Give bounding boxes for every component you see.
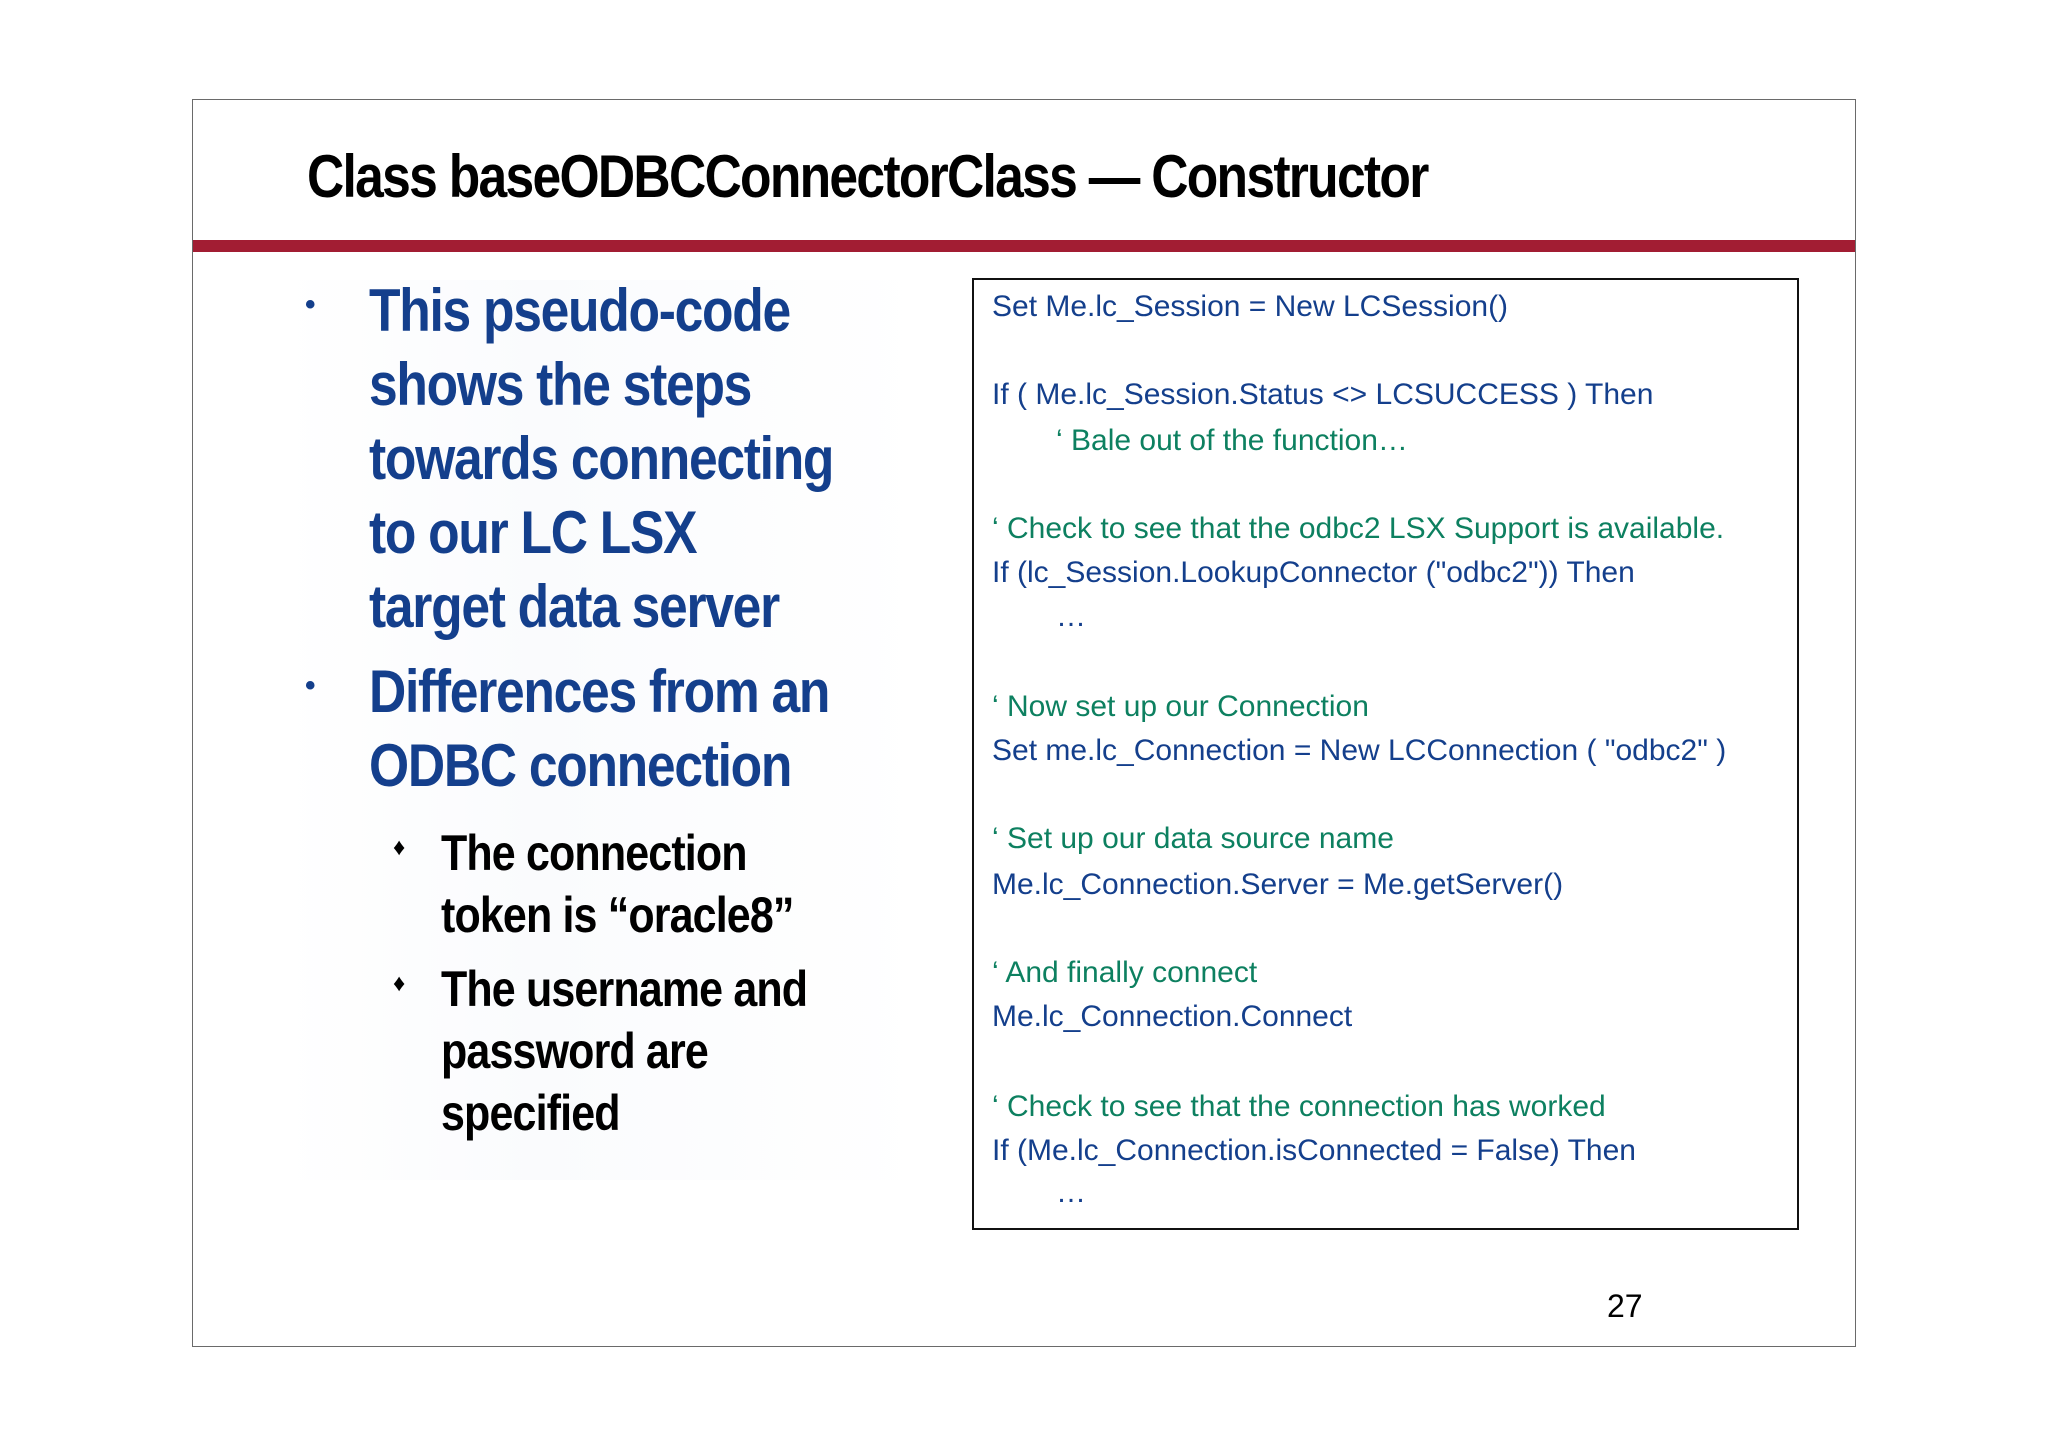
sub-bullet-text: The connection token is “oracle8” (441, 825, 794, 943)
code-line: Me.lc_Connection.Server = Me.getServer() (992, 868, 1564, 901)
code-line: If (lc_Session.LookupConnector ("odbc2")) Then (992, 556, 1635, 589)
code-line: … (1056, 600, 1086, 633)
code-comment: ‘ Set up our data source name (992, 822, 1394, 855)
code-line: Set me.lc_Connection = New LCConnection ( "odbc2" ) (992, 734, 1727, 767)
code-comment: ‘ And finally connect (992, 956, 1258, 989)
bullet-text: This pseudo-code shows the steps towards connecting to our LC LSX target data server (369, 277, 834, 640)
pseudo-code-box (972, 278, 1799, 1230)
page-number: 27 (1607, 1288, 1643, 1324)
code-comment: ‘ Check to see that the odbc2 LSX Support is available. (992, 512, 1725, 545)
bullet-marker: • (305, 669, 316, 702)
bullet-marker: • (305, 288, 316, 321)
code-comment: ‘ Bale out of the function… (1056, 424, 1408, 457)
code-comment: ‘ Check to see that the connection has worked (992, 1090, 1606, 1123)
code-line: … (1056, 1176, 1086, 1209)
sub-bullet-marker: ♦ (393, 970, 406, 997)
code-line: If (Me.lc_Connection.isConnected = False) Then (992, 1134, 1636, 1167)
bullet-text: Differences from an ODBC connection (369, 658, 830, 799)
code-line: Set Me.lc_Session = New LCSession() (992, 290, 1509, 323)
code-line: If ( Me.lc_Session.Status <> LCSUCCESS ) Then (992, 378, 1654, 411)
slide-title: Class baseODBCConnectorClass — Constructor (307, 143, 1428, 210)
sub-bullet-marker: ♦ (393, 834, 406, 861)
slide (192, 99, 1856, 1347)
title-divider (193, 240, 1855, 252)
sub-bullet-text: The username and password are specified (441, 961, 808, 1141)
code-line: Me.lc_Connection.Connect (992, 1000, 1353, 1033)
code-comment: ‘ Now set up our Connection (992, 690, 1369, 723)
